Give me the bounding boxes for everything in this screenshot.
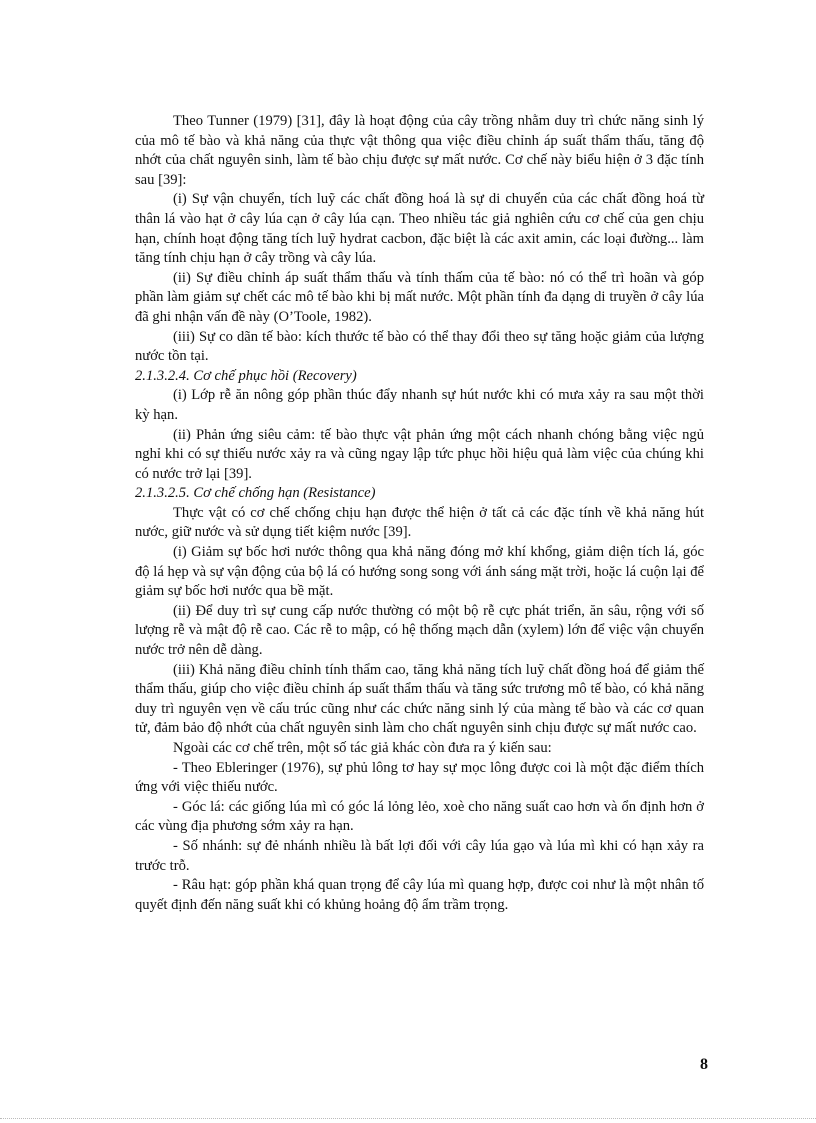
- paragraph: (i) Lớp rễ ăn nông góp phần thúc đẩy nhanh sự hút nước khi có mưa xảy ra sau một thời kỳ hạn.: [135, 387, 704, 423]
- section-heading: 2.1.3.2.5. Cơ chế chống hạn (Resistance): [135, 485, 376, 502]
- paragraph: - Theo Ebleringer (1976), sự phủ lông tơ hay sự mọc lông được coi là một đặc điểm thích ứng với việc thiếu nước.: [135, 759, 704, 796]
- paragraph: (ii) Để duy trì sự cung cấp nước thường có một bộ rễ cực phát triển, ăn sâu, rộng với số lượng rễ và mật độ rễ cao. Các rễ to mập, có hệ thống mạch dẫn (xylem) lớn để việc vận chuyển nước trở nên dễ dàng.: [135, 602, 704, 659]
- paragraph: Thực vật có cơ chế chống chịu hạn được thể hiện ở tất cả các đặc tính về khả năng hút nước, giữ nước và sử dụng tiết kiệm nước [39].: [135, 504, 704, 541]
- paragraph: (ii) Sự điều chỉnh áp suất thẩm thấu và tính thấm của tế bào: nó có thể trì hoãn và góp phần làm giảm sự chết các mô tế bào khi bị mất nước. Một phần tính đa dạng di truyền ở cây lúa đã ghi nhận vấn đề này (O’Toole, 1982).: [135, 269, 704, 325]
- paragraph: (i) Giảm sự bốc hơi nước thông qua khả năng đóng mở khí khổng, giảm diện tích lá, góc độ lá hẹp và sự vận động của bộ lá có hướng song song với ánh sáng mặt trời, hoặc lá cuộn lại để giảm sự bốc hơi nước qua bề mặt.: [135, 544, 704, 600]
- paragraph: - Râu hạt: góp phần khá quan trọng để cây lúa mì quang hợp, được coi như là một nhân tố quyết định đến năng suất khi có khủng hoảng độ ẩm trầm trọng.: [135, 877, 704, 913]
- page-number: 8: [700, 1056, 708, 1073]
- paragraph: - Số nhánh: sự đẻ nhánh nhiều là bất lợi đối với cây lúa gạo và lúa mì khi có hạn xảy ra trước trỗ.: [135, 837, 704, 874]
- body-text: [135, 112, 704, 915]
- paragraph: (i) Sự vận chuyển, tích luỹ các chất đồng hoá là sự di chuyển của các chất đồng hoá từ thân lá vào hạt ở cây lúa cạn ở cây lúa cạn. Theo nhiều tác giả nghiên cứu cơ chế của gen chịu hạn, chính hoạt động tăng tích luỹ hydrat cacbon, đặc biệt là các axit amin, các loại đường... làm tăng tính chịu hạn ở cây trồng và cây lúa.: [135, 191, 704, 267]
- paragraph: Theo Tunner (1979) [31], đây là hoạt động của cây trồng nhằm duy trì chức năng sinh lý của mô tế bào và khả năng của thực vật thông qua việc điều chỉnh áp suất thẩm thấu, tăng độ nhớt của chất nguyên sinh, làm tế bào chịu được sự mất nước. Cơ chế này biểu hiện ở 3 đặc tính sau [39]:: [135, 113, 704, 188]
- paragraph: (ii) Phản ứng siêu cảm: tế bào thực vật phản ứng một cách nhanh chóng bằng việc ngủ nghỉ khi có sự thiếu nước xảy ra và cũng ngay lập tức phục hồi hiệu quả làm việc của chúng khi có nước trở lại [39].: [135, 426, 704, 482]
- section-heading: 2.1.3.2.4. Cơ chế phục hồi (Recovery): [135, 367, 357, 384]
- paragraph: Ngoài các cơ chế trên, một số tác giả khác còn đưa ra ý kiến sau:: [173, 740, 552, 756]
- paragraph: (iii) Khả năng điều chỉnh tính thẩm cao, tăng khả năng tích luỹ chất đồng hoá để giảm thế thẩm thấu, giúp cho việc điều chỉnh áp suất thẩm thấu và tăng sức trương mô tế bào, có khả năng duy trì nguyên vẹn về cấu trúc cũng như các chức năng sinh lý của màng tế bào và các cơ quan tử, đảm bảo độ nhớt của chất nguyên sinh làm cho chất nguyên sinh chịu được sự mất nước cao.: [135, 661, 704, 737]
- paragraph: (iii) Sự co dãn tế bào: kích thước tế bào có thể thay đổi theo sự tăng hoặc giảm của lượng nước tồn tại.: [135, 328, 704, 365]
- page-bottom-divider: [0, 1118, 816, 1119]
- paragraph: - Góc lá: các giống lúa mì có góc lá lỏng lẻo, xoè cho năng suất cao hơn và ổn định hơn ở các vùng địa phương sớm xảy ra hạn.: [135, 798, 704, 835]
